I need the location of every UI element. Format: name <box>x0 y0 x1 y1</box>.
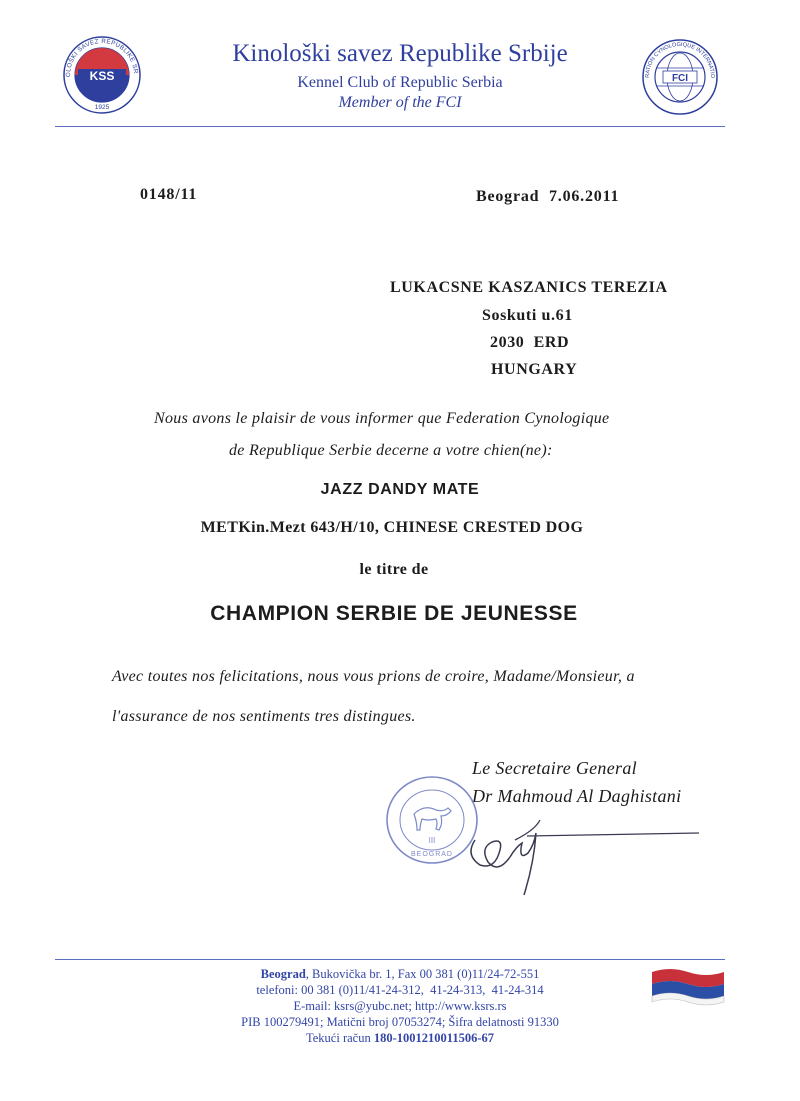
organization-name: Kinološki savez Republike Srbije <box>232 40 568 67</box>
serbian-flag <box>650 966 726 1010</box>
signatory-name: Dr Mahmoud Al Daghistani <box>472 786 682 806</box>
kss-logo-year: 1925 <box>94 104 110 111</box>
footer-city: Beograd <box>260 967 306 981</box>
dog-name: JAZZ DANDY MATE <box>320 481 480 498</box>
place-date: Beograd 7.06.2011 <box>476 188 620 205</box>
dog-registration: METKin.Mezt 643/H/10, CHINESE CRESTED DOG <box>200 519 584 536</box>
closing-line-2: l'assurance de nos sentiments tres distingues. <box>112 708 416 725</box>
kss-logo-text: KSS <box>89 69 115 83</box>
signatory-role: Le Secretaire General <box>472 758 637 778</box>
footer-registry: PIB 100279491; Matični broj 07053274; Šifra delatnosti 91330 <box>241 1015 559 1029</box>
stamp-text: BEOGRAD <box>410 851 454 858</box>
awarded-title: CHAMPION SERBIE DE JEUNESSE <box>210 602 578 625</box>
intro-line-1: Nous avons le plaisir de vous informer que Federation Cynologique <box>154 410 610 427</box>
kss-logo-ring-text: OLOŠKI SAVEZ REPUBLIKE SR <box>64 37 140 78</box>
footer-account-label: Tekući račun <box>306 1031 374 1045</box>
fci-logo-text: FCI <box>671 73 689 84</box>
intro-line-2: de Republique Serbie decerne a votre chien(ne): <box>229 442 553 459</box>
signature <box>455 800 705 895</box>
organization-english-name: Kennel Club of Republic Serbia <box>297 74 503 91</box>
recipient-name: LUKACSNE KASZANICS TEREZIA <box>390 279 668 296</box>
footer-phones: telefoni: 00 381 (0)11/41-24-312, 41-24-313, 41-24-314 <box>256 983 544 997</box>
footer-address-detail: , Bukovička br. 1, Fax 00 381 (0)11/24-72-551 <box>305 967 540 981</box>
footer-account <box>0 1031 800 1047</box>
closing-line-1: Avec toutes nos felicitations, nous vous prions de croire, Madame/Monsieur, a <box>112 668 635 685</box>
footer-email: E-mail: ksrs@yubc.net; http://www.ksrs.rs <box>293 999 507 1013</box>
recipient-street: Soskuti u.61 <box>482 307 573 324</box>
title-intro: le titre de <box>359 561 429 578</box>
footer-rule <box>55 959 725 960</box>
signature-icon <box>455 800 705 895</box>
fci-logo-ring-text: RATION CYNOLOGIQUE INTERNATIO <box>644 41 716 79</box>
reference-number: 0148/11 <box>140 186 198 203</box>
recipient-country: HUNGARY <box>491 361 578 378</box>
header-rule <box>55 126 725 127</box>
footer-account-number: 180-1001210011506-67 <box>373 1031 494 1045</box>
recipient-city: 2030 ERD <box>490 334 570 351</box>
fci-membership: Member of the FCI <box>338 94 462 111</box>
stamp-number: III <box>428 836 436 845</box>
flag-icon <box>650 966 726 1010</box>
